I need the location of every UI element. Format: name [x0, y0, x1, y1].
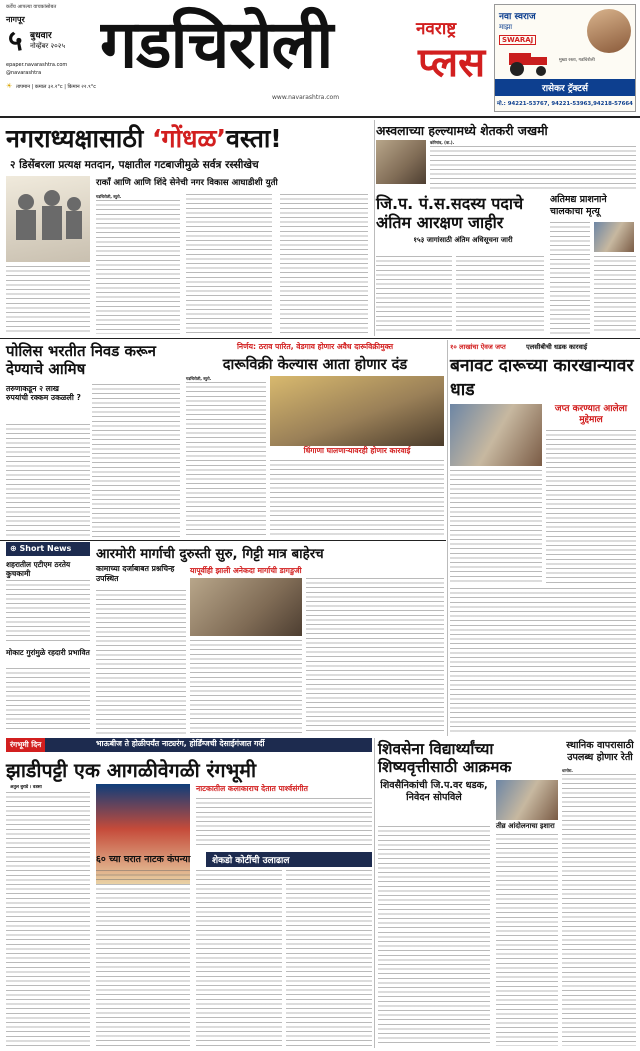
theatre-body-d	[196, 870, 282, 1046]
reservation-body-b	[456, 256, 544, 334]
fake-kicker-1: १० लाखांचा ऐवज जप्त	[450, 343, 506, 351]
road-body-a	[96, 590, 186, 734]
shivsena-photo	[496, 780, 558, 820]
lead-headline	[6, 124, 368, 154]
liquor-caption: धिंगाणा घालणाऱ्यावरही होणार कारवाई	[303, 446, 411, 455]
police-box-head: तरुणाकडून २ लाख रुपयांची रक्कम उकळली ?	[6, 384, 81, 403]
masthead-tagline: कर्वेंच आपल्या वाचकांसोबत	[6, 4, 57, 10]
masthead-month-year: नोव्हेंबर २०२५	[30, 42, 66, 50]
shivsena-deck: तीव्र आंदोलनाचा इशारा	[496, 822, 555, 830]
masthead-brand-top: नवराष्ट्र	[416, 19, 457, 39]
fake-kicker-2: एलसीबीची धडक कारवाई	[526, 343, 588, 351]
fake-headline: बनावट दारूच्या कारखान्यावर धाड	[450, 356, 634, 400]
divider-3	[374, 738, 375, 1048]
theatre-section-bar	[6, 738, 372, 752]
lead-photo	[6, 176, 90, 262]
police-body-b	[92, 384, 180, 538]
road-deck: कामाच्या दर्जाबाबत प्रश्नचिन्ह उपस्थित	[96, 564, 175, 583]
divider-4	[0, 540, 446, 541]
masthead-brand-bottom: प्लस	[418, 40, 486, 86]
road-photo	[190, 578, 302, 636]
short-news-2-title: मोकाट गुरांमुळे रहदारी प्रभावित	[6, 648, 90, 657]
divider-1	[0, 338, 640, 339]
fake-photo	[450, 404, 542, 466]
lead-headline-a: नगराध्यक्षासाठी	[6, 124, 153, 153]
lead-headline-c: वस्ता!	[225, 124, 282, 153]
theatre-body-b	[196, 798, 372, 848]
road-body-b	[306, 578, 444, 734]
liquor-dateline: गडचिरोली, ब्युरो.	[186, 376, 212, 381]
driver-photo	[594, 222, 634, 252]
masthead-rule	[0, 116, 640, 118]
shivsena-body-b	[496, 834, 558, 1046]
road-caption: यापूर्वीही झाली अनेकदा मार्गाची डागडुजी	[190, 566, 302, 575]
masthead-city: नागपूर	[6, 15, 25, 24]
masthead-title: गडचिरोली	[100, 6, 333, 83]
theatre-body-e	[286, 870, 372, 1046]
liquor-body-a	[186, 382, 266, 538]
swaraj-brand-sub: माझा	[499, 23, 513, 31]
bear-body	[430, 146, 636, 190]
fake-caption: जप्त करण्यात आलेला मुद्देमाल	[554, 404, 628, 425]
theatre-body-c	[96, 870, 190, 1046]
short-news-2-body	[6, 668, 90, 732]
swaraj-ad[interactable]	[494, 4, 636, 112]
short-news-label: Short News	[19, 544, 72, 553]
shivsena-side-head: शिवसैनिकांची जि.प.वर धडक, निवेदन सोपविले	[380, 780, 488, 803]
lead-subhead: २ डिसेंबरला प्रत्यक्ष मतदान, पक्षातील गटबाजीमुळे सर्वत्र रस्सीखेच	[10, 159, 259, 171]
fake-body-b	[546, 430, 636, 584]
short-news-header	[6, 542, 90, 556]
fake-kicker	[450, 342, 638, 351]
masthead-twitter[interactable]: @navarashtra	[6, 70, 42, 76]
lead-body-col1	[96, 200, 180, 334]
swaraj-logo: SWARAJ	[499, 35, 536, 45]
lead-deck: राकाँ आणि आणि शिंदे सेनेची नगर विकास आघाडीशी युती	[96, 178, 278, 188]
reservation-body-a	[376, 256, 452, 334]
bear-photo	[376, 140, 426, 184]
masthead-website[interactable]: www.navarashtra.com	[272, 94, 340, 101]
reservation-headline: जि.प. पं.स.सदस्य पदाचे अंतिम आरक्षण जाहीर	[376, 194, 524, 232]
fake-body-c	[450, 588, 636, 734]
road-body-c	[190, 640, 302, 734]
theatre-box1: ६० च्या घरात नाटक कंपन्या	[96, 854, 191, 865]
masthead-day: बुधवार	[30, 31, 52, 41]
masthead	[0, 0, 640, 120]
theatre-headline: झाडीपट्टी एक आगळीवेगळी रंगभूमी	[6, 759, 257, 782]
short-news-icon: ⊕	[10, 544, 20, 553]
divider-5	[447, 340, 448, 736]
dealer-phone: मो.: 94221-53767, 94221-53963,94218-57664	[497, 101, 633, 107]
reservation-subhead: १५३ जागांसाठी अंतिम अधिसूचना जारी	[413, 236, 513, 244]
masthead-weather: तापमान | कमाल ३२.२°c | किमान २२.९°c	[16, 84, 96, 90]
sand-headline: स्थानिक वापरासाठी उपलब्ध होणार रेती	[566, 740, 634, 763]
theatre-photo	[96, 784, 190, 884]
fake-body-a	[450, 470, 542, 584]
section-label: रंगभूमी दिन	[6, 738, 45, 752]
dealer-name: रासेकर ट्रॅक्टर्स	[495, 79, 635, 96]
bear-dateline: कोरेगांव, (वा.).	[430, 140, 455, 145]
lead-body-col0	[6, 266, 90, 334]
masthead-date-num: ५	[8, 24, 23, 57]
liquor-kicker: निर्णय: ठराव पारित, वेडगाव होणार अवैध दारूविक्रीमुक्त	[236, 342, 394, 351]
short-news-1-body	[6, 580, 90, 644]
dealer-photo	[587, 9, 631, 53]
divider-2	[374, 120, 375, 336]
tractor-icon	[503, 49, 553, 77]
shivsena-headline: शिवसेना विद्यार्थ्यांच्या शिष्यवृत्तीसाठी आक्रमक	[378, 740, 512, 777]
liquor-headline: दारूविक्री केल्यास आता होणार दंड	[222, 356, 408, 373]
sand-dateline: धानोरा.	[562, 768, 573, 773]
police-body-a	[6, 424, 90, 538]
theatre-byline: अतुल बुराडे । वडसा	[10, 785, 42, 790]
dealer-address: मुख्य रस्ता, गडचिरोली	[559, 58, 595, 63]
theatre-box2: शेकडो कोटींची उलाढाल	[206, 852, 372, 867]
bear-headline: अस्वलाच्या हल्ल्यामध्ये शेतकरी जखमी	[376, 123, 548, 138]
lead-body-col3	[280, 194, 368, 334]
driver-body	[550, 222, 590, 334]
liquor-body-b	[270, 460, 444, 538]
lead-body-col2	[186, 194, 272, 334]
shivsena-body-a	[378, 826, 490, 1046]
driver-headline: अतिमद्य प्राशनाने चालकाचा मृत्यू	[550, 194, 607, 217]
theatre-photo-caption: नाटकातील कलाकाराच देतात पार्श्वसंगीत	[196, 784, 308, 793]
lead-headline-b: ‘गोंधळ’	[152, 124, 226, 153]
road-headline: आरमोरी मार्गाची दुरुस्ती सुरु, गिट्टी मात्र बाहेरच	[96, 547, 324, 562]
liquor-photo	[270, 376, 444, 446]
theatre-body-a	[6, 792, 90, 1046]
lead-dateline: गडचिरोली, ब्युरो.	[96, 194, 122, 199]
swaraj-brand: नवा स्वराज	[499, 12, 536, 22]
driver-body2	[594, 256, 636, 334]
masthead-email[interactable]: epaper.navarashtra.com	[6, 62, 68, 68]
weather-icon: ☀	[6, 82, 13, 90]
section-banner: भाऊबीज ते होळीपर्यंत नाट्यरंग, होर्डिंग्जची देसाईगंजात गर्दी	[96, 739, 265, 748]
sand-body	[562, 774, 636, 1046]
police-headline: पोलिस भरतीत निवड करून देण्याचे आमिष	[6, 342, 157, 378]
short-news-1-title: शहरातील एटीएम ठरतेय कुचकामी	[6, 560, 71, 578]
